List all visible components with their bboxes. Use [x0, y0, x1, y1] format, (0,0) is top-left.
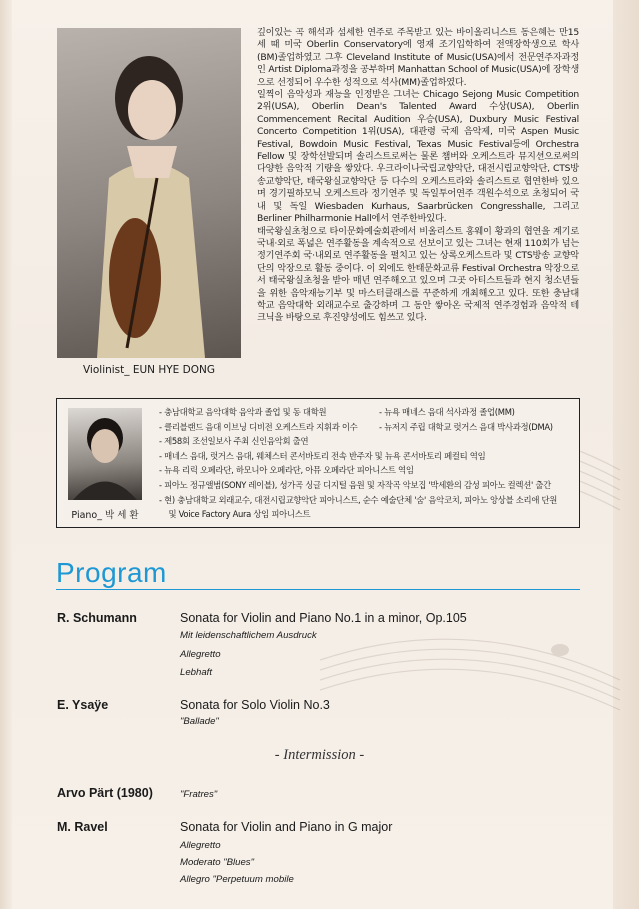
violinist-caption: Violinist_ EUN HYE DONG: [82, 364, 215, 376]
composer-name: Arvo Pärt (1980): [57, 786, 153, 800]
cv-item: - 충남대학교 음악대학 음악과 졸업 및 동 대학원: [159, 407, 327, 417]
cv-item: - 피아노 정규앨범(SONY 레이블), 성가곡 싱글 디지털 음원 및 자작곡 악보집 '박세환의 감성 피아노 컬렉션' 출간: [159, 479, 551, 490]
violinist-photo: [57, 28, 241, 358]
pianist-photo: [68, 408, 142, 500]
cv-item: 및 Voice Factory Aura 상임 피아니스트: [159, 509, 311, 520]
pianist-profile-box: [56, 398, 580, 528]
movement: "Ballade": [180, 716, 219, 727]
left-border-decoration: [0, 0, 12, 909]
cv-item: - 뉴저지 주립 대학교 럿거스 음대 박사과정(DMA): [379, 421, 553, 432]
cv-item: - 매네스 음대, 럿거스 음대, 웨체스터 콘서바토리 전속 반주자 및 뉴욕 콘서바토리 페컬티 역임: [159, 450, 486, 461]
bio-paragraph: 깊이있는 곡 해석과 섬세한 연주로 주목받고 있는 바이올리니스트 동은혜는 만15세 때 미국 Oberlin Conservatory에 영재 조기입학하여 전액장학생으로 학사(BM)졸업하였고 그후 Cleveland Institute of Music(USA)에서 전문연주자과정인 Artist Diploma과정을 공부하며 Manhattan School of Music(USA)에 장학생으로 선정되어 우수한 성적으로 석사(MM)졸업하였다.: [257, 27, 579, 88]
bio-paragraph: 일찍이 음악성과 재능을 인정받은 그녀는 Chicago Sejong Music Competition 2위(USA), Oberlin Dean's Talented Award 수상(USA), Oberlin Commencement Recital Audition 우승(USA), Duxbury Music Festival Concerto Competition 1위(USA), 대관령 국제 음악제, 미국 Aspen Music Festival, Bowdoin Music Festival, Texas Music Festival등에 Orchestra Fellow 및 장학선발되며 솔리스트로써는 물론 챔버와 오케스트라 뮤지션으로써의 다양한 음악적 기량을 쌓았다. 우크라이나국립교향악단, 대전시립교향악단, CTS방송교향악단, 태국왕실교향악단 등 다수의 오케스트라와 솔리스트로 협연한바 있으며 경기필하모닉 오케스트라 정기연주 및 독일투어연주 객원수석으로 초청되어 국내 및 독일 Wiesbaden Kurhaus, Saarbrücken Congresshalle, 그리고 Berliner Philharmonie Hall에서 연주한바있다.: [257, 89, 579, 225]
bio-paragraph: 태국왕실초청으로 타이문화예술회관에서 비올리스트 홍웨이 황과의 협연을 계기로 국내·외로 폭넓은 연주활동을 계속적으로 선보이고 있는 그녀는 현재 110회가 넘는 정기연주회 국·내외로 연주활동을 펼치고 있는 상록오케스트라 및 CTS방송 교향악단의 악장으로 활동 중이다. 이 외에도 한태문화교류 Festival Orchestra 악장으로서 태국왕실초청을 받아 매년 연주해오고 있으며 그곳 아티스트들과 현지 청소년들을 위한 음악재능기부 및 마스터클래스를 꾸준하게 개최해오고 있다. 또한 충남대학교 음악대학 외래교수로 출강하며 그 동안 쌓아온 국제적 연주경험과 음악적 테크닉을 바탕으로 후진양성에도 힘쓰고 있다.: [257, 225, 579, 324]
work-title: Sonata for Violin and Piano in G major: [180, 820, 393, 834]
work-title: Sonata for Solo Violin No.3: [180, 698, 330, 712]
movement: Allegretto: [180, 649, 221, 660]
cv-item: - 뉴욕 매네스 음대 석사과정 졸업(MM): [379, 407, 515, 417]
pianist-cv-right: [379, 405, 574, 434]
cv-item: - 뉴욕 리릭 오페라단, 하모니아 오페라단, 아뮤 오페라단 피아니스트 역임: [159, 465, 414, 476]
cv-item: - 제58회 조선일보사 주최 신인음악회 출연: [159, 436, 309, 447]
movement: Lebhaft: [180, 667, 213, 678]
movement: Moderato "Blues": [180, 857, 255, 868]
intermission-label: - Intermission -: [274, 747, 365, 763]
pianist-caption: Piano_ 박 세 환: [71, 510, 139, 521]
violinist-bio: [257, 27, 579, 325]
composer-name: E. Ysaÿe: [57, 698, 109, 712]
movement: Allegretto: [180, 840, 221, 851]
program-divider: [56, 589, 580, 590]
movement: "Fratres": [180, 789, 218, 800]
movement: Mit leidenschaftlichem Ausdruck: [180, 630, 317, 641]
program-title: Program: [56, 557, 167, 588]
work-title: Sonata for Violin and Piano No.1 in a minor, Op.105: [180, 611, 467, 625]
movement: Allegro "Perpetuum mobile: [180, 874, 294, 885]
composer-name: M. Ravel: [57, 820, 108, 834]
cv-item: - 클리블랜드 음대 이브닝 디비전 오케스트라 지휘과 이수: [159, 421, 358, 432]
cv-item: - 현) 충남대학교 외래교수, 대전시립교향악단 피아니스트, 순수 예술단체 '숨' 음악코치, 피아노 앙상블 소리애 단원: [159, 494, 558, 505]
composer-name: R. Schumann: [57, 611, 137, 625]
